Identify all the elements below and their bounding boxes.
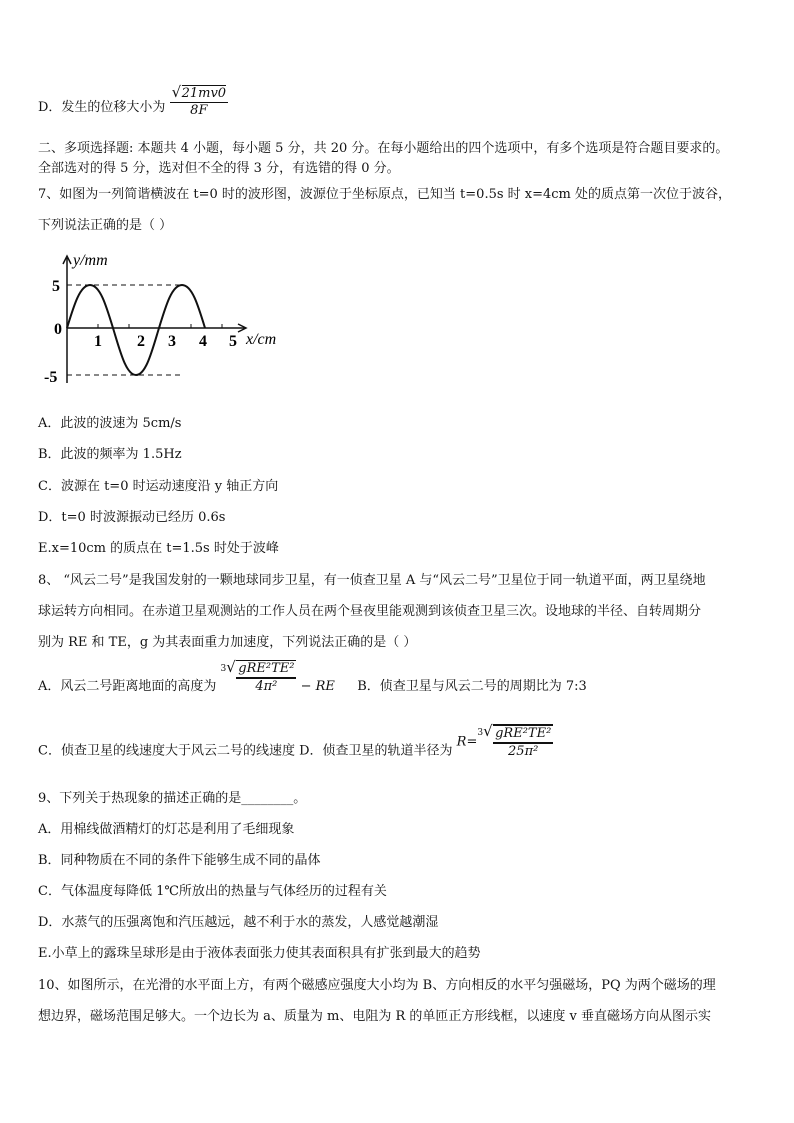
q8-formula-d-numerator: √ gRE²TE²	[495, 726, 552, 741]
q9-option-c: C．气体温度每降低 1℃所放出的热量与气体经历的过程有关	[38, 884, 387, 899]
q7-stem-line1: 7、如图为一列简谐横波在 t=0 时的波形图，波源位于坐标原点，已知当 t=0.5s 时 x=4cm 处的质点第一次位于波谷，	[38, 187, 732, 202]
q8-option-d-formula: R=$^3$ √ $\frac{\text{gRE²TE²}}{\text{25π²}}$	[457, 724, 554, 760]
x-tick-3: 3	[168, 333, 176, 350]
q7-option-b: B．此波的频率为 1.5Hz	[38, 447, 182, 462]
x-tick-4: 4	[199, 333, 207, 350]
q7-option-e: E.x=10cm 的质点在 t=1.5s 时处于波峰	[38, 541, 279, 556]
q8-formula-a-numerator: √ gRE²TE²	[238, 661, 295, 676]
y-tick-neg5: -5	[44, 369, 58, 386]
y-tick-0: 0	[54, 321, 62, 338]
y-tick-5: 5	[52, 278, 60, 295]
section2-line1: 二、多项选择题: 本题共 4 小题，每小题 5 分，共 20 分。在每小题给出的四个选项中，有多个选项是符合题目要求的。	[38, 141, 729, 156]
q8-stem-line1: 8、 “风云二号”是我国发射的一颗地球同步卫星，有一侦查卫星 A 与“风云二号”卫星位于同一轨道平面，两卫星绕地	[38, 573, 706, 588]
q8-option-d-text: D．侦查卫星的轨道半径为	[299, 743, 453, 759]
q6-option-d-text: D．发生的位移大小为	[38, 100, 166, 115]
q7-option-a: A．此波的波速为 5cm/s	[38, 416, 182, 431]
q7-option-d: D．t=0 时波源振动已经历 0.6s	[38, 510, 226, 525]
q8-formula-a-denominator: 4π²	[236, 678, 296, 695]
q9-option-e: E.小草上的露珠呈球形是由于液体表面张力使其表面积具有扩张到最大的趋势	[38, 946, 481, 961]
q8-option-a-text: A．风云二号距离地面的高度为	[38, 679, 217, 694]
q9-stem: 9、下列关于热现象的描述正确的是________。	[38, 791, 307, 806]
q6-option-d	[38, 86, 228, 119]
wave-curve	[67, 285, 205, 375]
q8-stem-line2: 球运转方向相同。在赤道卫星观测站的工作人员在两个昼夜里能观测到该侦查卫星三次。设地球的半径、自转周期分	[38, 604, 702, 619]
q6-option-d-fraction	[170, 86, 228, 119]
q10-stem-line2: 想边界，磁场范围足够大。一个边长为 a、质量为 m、电阻为 R 的单匝正方形线框，以速度 v 垂直磁场方向从图示实	[38, 1009, 712, 1024]
q6-fraction-denominator: 8F	[190, 103, 208, 118]
x-axis-label: x/cm	[246, 331, 277, 348]
q8-formula-d-denominator: 25π²	[493, 743, 553, 760]
q8-options-ab-row	[38, 661, 587, 696]
q7-wave-graph	[40, 248, 300, 388]
q7-stem-line2: 下列说法正确的是（ ）	[38, 218, 173, 233]
q6-fraction-numerator: 21mv0	[181, 86, 227, 101]
x-tick-1: 1	[94, 333, 102, 350]
q8-options-cd-row	[38, 726, 553, 761]
q8-formula-d-lead: R=	[456, 734, 478, 750]
q8-option-c-text: C．侦查卫星的线速度大于风云二号的线速度	[38, 743, 295, 759]
q9-option-b: B．同种物质在不同的条件下能够生成不同的晶体	[38, 853, 321, 868]
section2-line2: 全部选对的得 5 分，选对但不全的得 3 分，有选错的得 0 分。	[38, 161, 400, 176]
q8-option-b-text: B．侦查卫星与风云二号的周期比为 7:3	[357, 679, 587, 694]
q8-option-a-tail: − RE	[300, 679, 335, 694]
q7-option-c: C．波源在 t=0 时运动速度沿 y 轴正方向	[38, 479, 279, 494]
y-axis-label: y/mm	[73, 252, 108, 269]
q8-stem-line3: 别为 RE 和 TE，g 为其表面重力加速度，下列说法正确的是（ ）	[38, 635, 417, 650]
q9-option-d: D．水蒸气的压强离饱和汽压越远，越不利于水的蒸发，人感觉越潮湿	[38, 915, 439, 930]
x-tick-5: 5	[229, 333, 237, 350]
x-tick-2: 2	[137, 333, 145, 350]
q8-option-a-formula: $^3$ √ $\frac{\text{gRE²TE²}}{\text{4π²}}$	[221, 660, 297, 695]
q9-option-a: A．用棉线做酒精灯的灯芯是利用了毛细现象	[38, 822, 295, 837]
q10-stem-line1: 10、如图所示，在光滑的水平面上方，有两个磁感应强度大小均为 B、方向相反的水平匀强磁场，PQ 为两个磁场的理	[38, 978, 716, 993]
